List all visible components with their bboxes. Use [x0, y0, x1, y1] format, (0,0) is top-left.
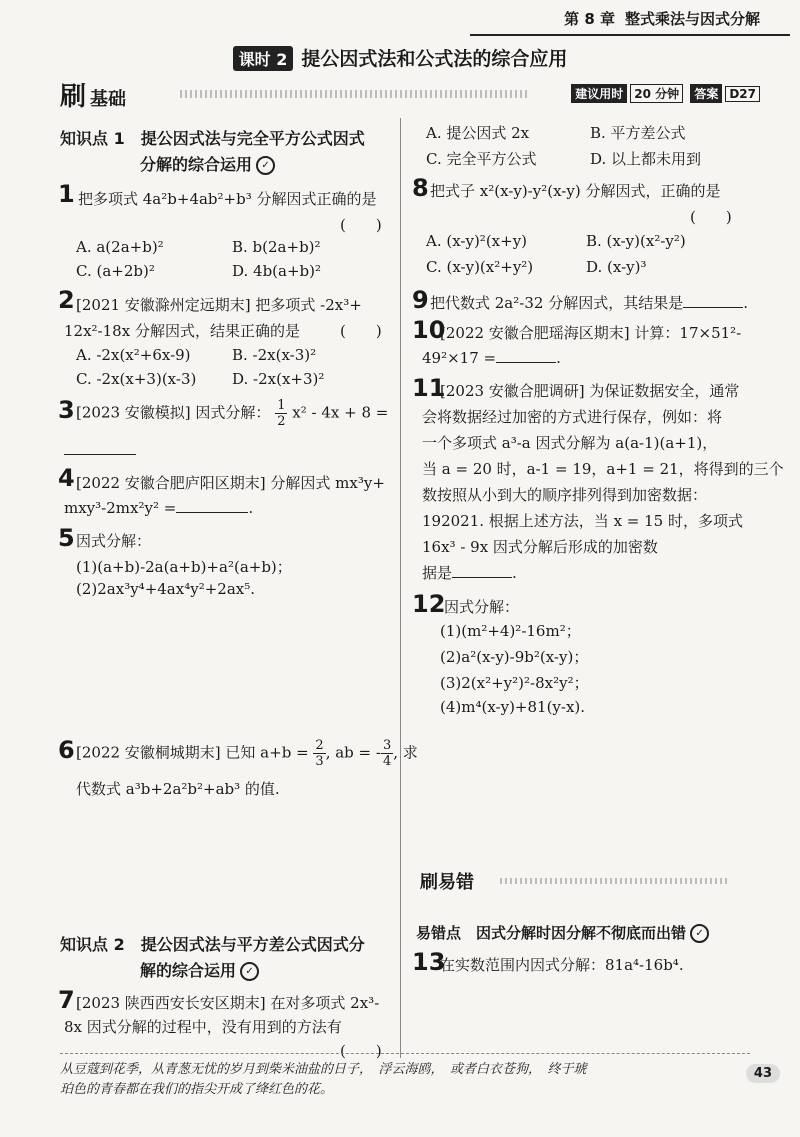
answer-page: D27 [725, 86, 760, 102]
q1-option-b: B. b(2a+b)² [232, 238, 321, 256]
q10-number: 10 [412, 316, 446, 344]
section-brand: 刷 基础 [60, 82, 127, 112]
q5-title: 因式分解： [76, 532, 152, 550]
q7-option-c: C. 完全平方公式 [426, 150, 537, 168]
q11-line6: 192021. 根据上述方法，当 x = 15 时，多项式 [422, 512, 743, 530]
q3-text: [2023 安徽模拟] 因式分解： $\frac{1}{2}$ x² - 4x + 8 = [76, 398, 389, 429]
q1-option-d: D. 4b(a+b)² [232, 262, 322, 280]
q3-number: 3 [58, 396, 75, 424]
q8-option-b: B. (x-y)(x²-y²) [586, 232, 686, 250]
dotted-divider [500, 878, 730, 884]
q8-text: 把式子 x²(x-y)-y²(x-y) 分解因式，正确的是 [430, 182, 721, 200]
q12-part1: (1)(m²+4)²-16m²； [440, 622, 581, 640]
footer-quote [60, 1060, 740, 1100]
knowledge-point-1: 知识点 1 提公因式法与完全平方公式因式 [60, 129, 365, 148]
q4-line2: mxy³-2mx²y² = . [64, 499, 254, 517]
q12-part2: (2)a²(x-y)-9b²(x-y)； [440, 648, 589, 666]
q5-part2: (2)2ax³y⁴+4ax⁴y²+2ax⁵. [76, 580, 256, 598]
q11-line8: 据是 . [422, 564, 517, 582]
q10-line1: [2022 安徽合肥瑶海区期末] 计算：17×51²- [440, 324, 742, 342]
lesson-title: 提公因式法和公式法的综合应用 [301, 48, 568, 70]
q6-line2: 代数式 a³b+2a²b²+ab³ 的值. [76, 780, 280, 798]
q11-line7: 16x³ - 9x 因式分解后形成的加密数 [422, 538, 658, 556]
lesson-tag: 课时 2 [233, 46, 294, 71]
q11-number: 11 [412, 374, 446, 402]
q7-answer-paren: ( ) [340, 1042, 382, 1060]
check-icon: ✓ [240, 962, 259, 981]
error-point: 易错点 因式分解时因分解不彻底而出错 ✓ [416, 922, 709, 943]
q2-line2: 12x²-18x 分解因式，结果正确的是 [64, 322, 300, 340]
footer-rule [60, 1053, 750, 1054]
q2-option-c: C. -2x(x+3)(x-3) [76, 370, 197, 388]
q7-option-b: B. 平方差公式 [590, 124, 686, 142]
q8-option-c: C. (x-y)(x²+y²) [426, 258, 534, 276]
chapter-title: 整式乘法与因式分解 [624, 10, 760, 28]
q13-number: 13 [412, 948, 446, 976]
error-brand: 刷易错 [420, 872, 474, 893]
chapter-number: 第 8 章 [564, 10, 615, 28]
q2-answer-paren: ( ) [340, 322, 382, 340]
q10-answer-blank[interactable] [496, 348, 556, 363]
q12-part4: (4)m⁴(x-y)+81(y-x). [440, 698, 586, 716]
chapter-header [564, 8, 760, 29]
q8-number: 8 [412, 174, 429, 202]
q1-answer-paren: ( ) [340, 216, 382, 234]
dotted-divider [180, 90, 530, 98]
q6-fraction-2: $\frac{3}{4}$ [382, 738, 392, 769]
footer-line2: 珀色的青春都在我们的指尖开成了绛红色的花。 [60, 1082, 334, 1097]
q3-fraction: $\frac{1}{2}$ [277, 398, 286, 429]
answer-label: 答案 [690, 84, 722, 103]
suggest-value: 20 分钟 [630, 84, 683, 103]
q2-number: 2 [58, 286, 75, 314]
q13-text: 在实数范围内因式分解：81a⁴-16b⁴. [440, 956, 684, 974]
knowledge-point-2: 知识点 2 提公因式法与平方差公式因式分 [60, 935, 365, 954]
q11-line1: [2023 安徽合肥调研] 为保证数据安全，通常 [440, 382, 740, 400]
column-divider [400, 118, 401, 1058]
q1-number: 1 [58, 180, 75, 208]
q9-answer-blank[interactable] [683, 293, 743, 308]
section-meta [568, 84, 760, 103]
q7-number: 7 [58, 986, 75, 1014]
suggest-label: 建议用时 [571, 84, 627, 103]
q4-line1: [2022 安徽合肥庐阳区期末] 分解因式 mx³y+ [76, 474, 385, 492]
check-icon: ✓ [690, 924, 709, 943]
q9-number: 9 [412, 286, 429, 314]
section-name: 基础 [90, 89, 127, 110]
q7-line1: [2023 陕西西安长安区期末] 在对多项式 2x³- [76, 994, 380, 1012]
q2-line1: [2021 安徽滁州定远期末] 把多项式 -2x³+ [76, 296, 362, 314]
lesson-title-bar [0, 44, 800, 71]
q11-line3: 一个多项式 a³-a 因式分解为 a(a-1)(a+1)， [422, 434, 718, 452]
q5-part1: (1)(a+b)-2a(a+b)+a²(a+b)； [76, 558, 292, 576]
knowledge-point-1-cont: 分解的综合运用 ✓ [140, 152, 275, 175]
q8-answer-paren: ( ) [690, 208, 732, 226]
q11-line5: 数按照从小到大的顺序排列得到加密数据： [422, 486, 708, 504]
q12-number: 12 [412, 590, 446, 618]
q7-option-d: D. 以上都未用到 [590, 150, 702, 168]
q10-line2: 49²×17 = . [422, 349, 561, 367]
q6-line1: [2022 安徽桐城期末] 已知 a+b = $\frac{2}{3}$ , ab = - $\frac{3}{4}$ , 求 [76, 738, 418, 769]
q5-number: 5 [58, 524, 75, 552]
q3-answer-blank[interactable] [64, 440, 136, 455]
knowledge-point-2-cont: 解的综合运用 ✓ [140, 958, 259, 981]
q11-line2: 会将数据经过加密的方式进行保存，例如：将 [422, 408, 723, 426]
q12-title: 因式分解： [444, 598, 520, 616]
q8-option-a: A. (x-y)²(x+y) [426, 232, 528, 250]
page-number: 43 [746, 1064, 780, 1083]
q11-line4: 当 a = 20 时，a-1 = 19，a+1 = 21，将得到的三个 [422, 460, 784, 478]
q7-line2: 8x 因式分解的过程中，没有用到的方法有 [64, 1018, 342, 1036]
q1-option-a: A. a(2a+b)² [76, 238, 164, 256]
error-section-bar [420, 868, 760, 896]
q7-option-a: A. 提公因式 2x [426, 124, 530, 142]
q11-answer-blank[interactable] [452, 563, 512, 578]
q2-option-a: A. -2x(x²+6x-9) [76, 346, 191, 364]
footer-line1: 从豆蔻到花季，从青葱无忧的岁月到柴米油盐的日子， 浮云海鸥， 或者白衣苍狗， 终于琥 [60, 1062, 587, 1077]
q1-text: 把多项式 4a²b+4ab²+b³ 分解因式正确的是 [78, 190, 377, 208]
q2-option-d: D. -2x(x+3)² [232, 370, 325, 388]
q9-text: 把代数式 2a²-32 分解因式，其结果是 . [430, 294, 748, 312]
header-rule [470, 34, 790, 36]
check-icon: ✓ [256, 156, 275, 175]
q6-fraction-1: $\frac{2}{3}$ [315, 738, 324, 769]
q6-number: 6 [58, 736, 75, 764]
q8-option-d: D. (x-y)³ [586, 258, 647, 276]
q12-part3: (3)2(x²+y²)²-8x²y²； [440, 674, 589, 692]
q1-option-c: C. (a+2b)² [76, 262, 155, 280]
q4-number: 4 [58, 464, 75, 492]
q2-option-b: B. -2x(x-3)² [232, 346, 317, 364]
section-bar [60, 80, 760, 112]
q4-answer-blank[interactable] [176, 498, 248, 513]
